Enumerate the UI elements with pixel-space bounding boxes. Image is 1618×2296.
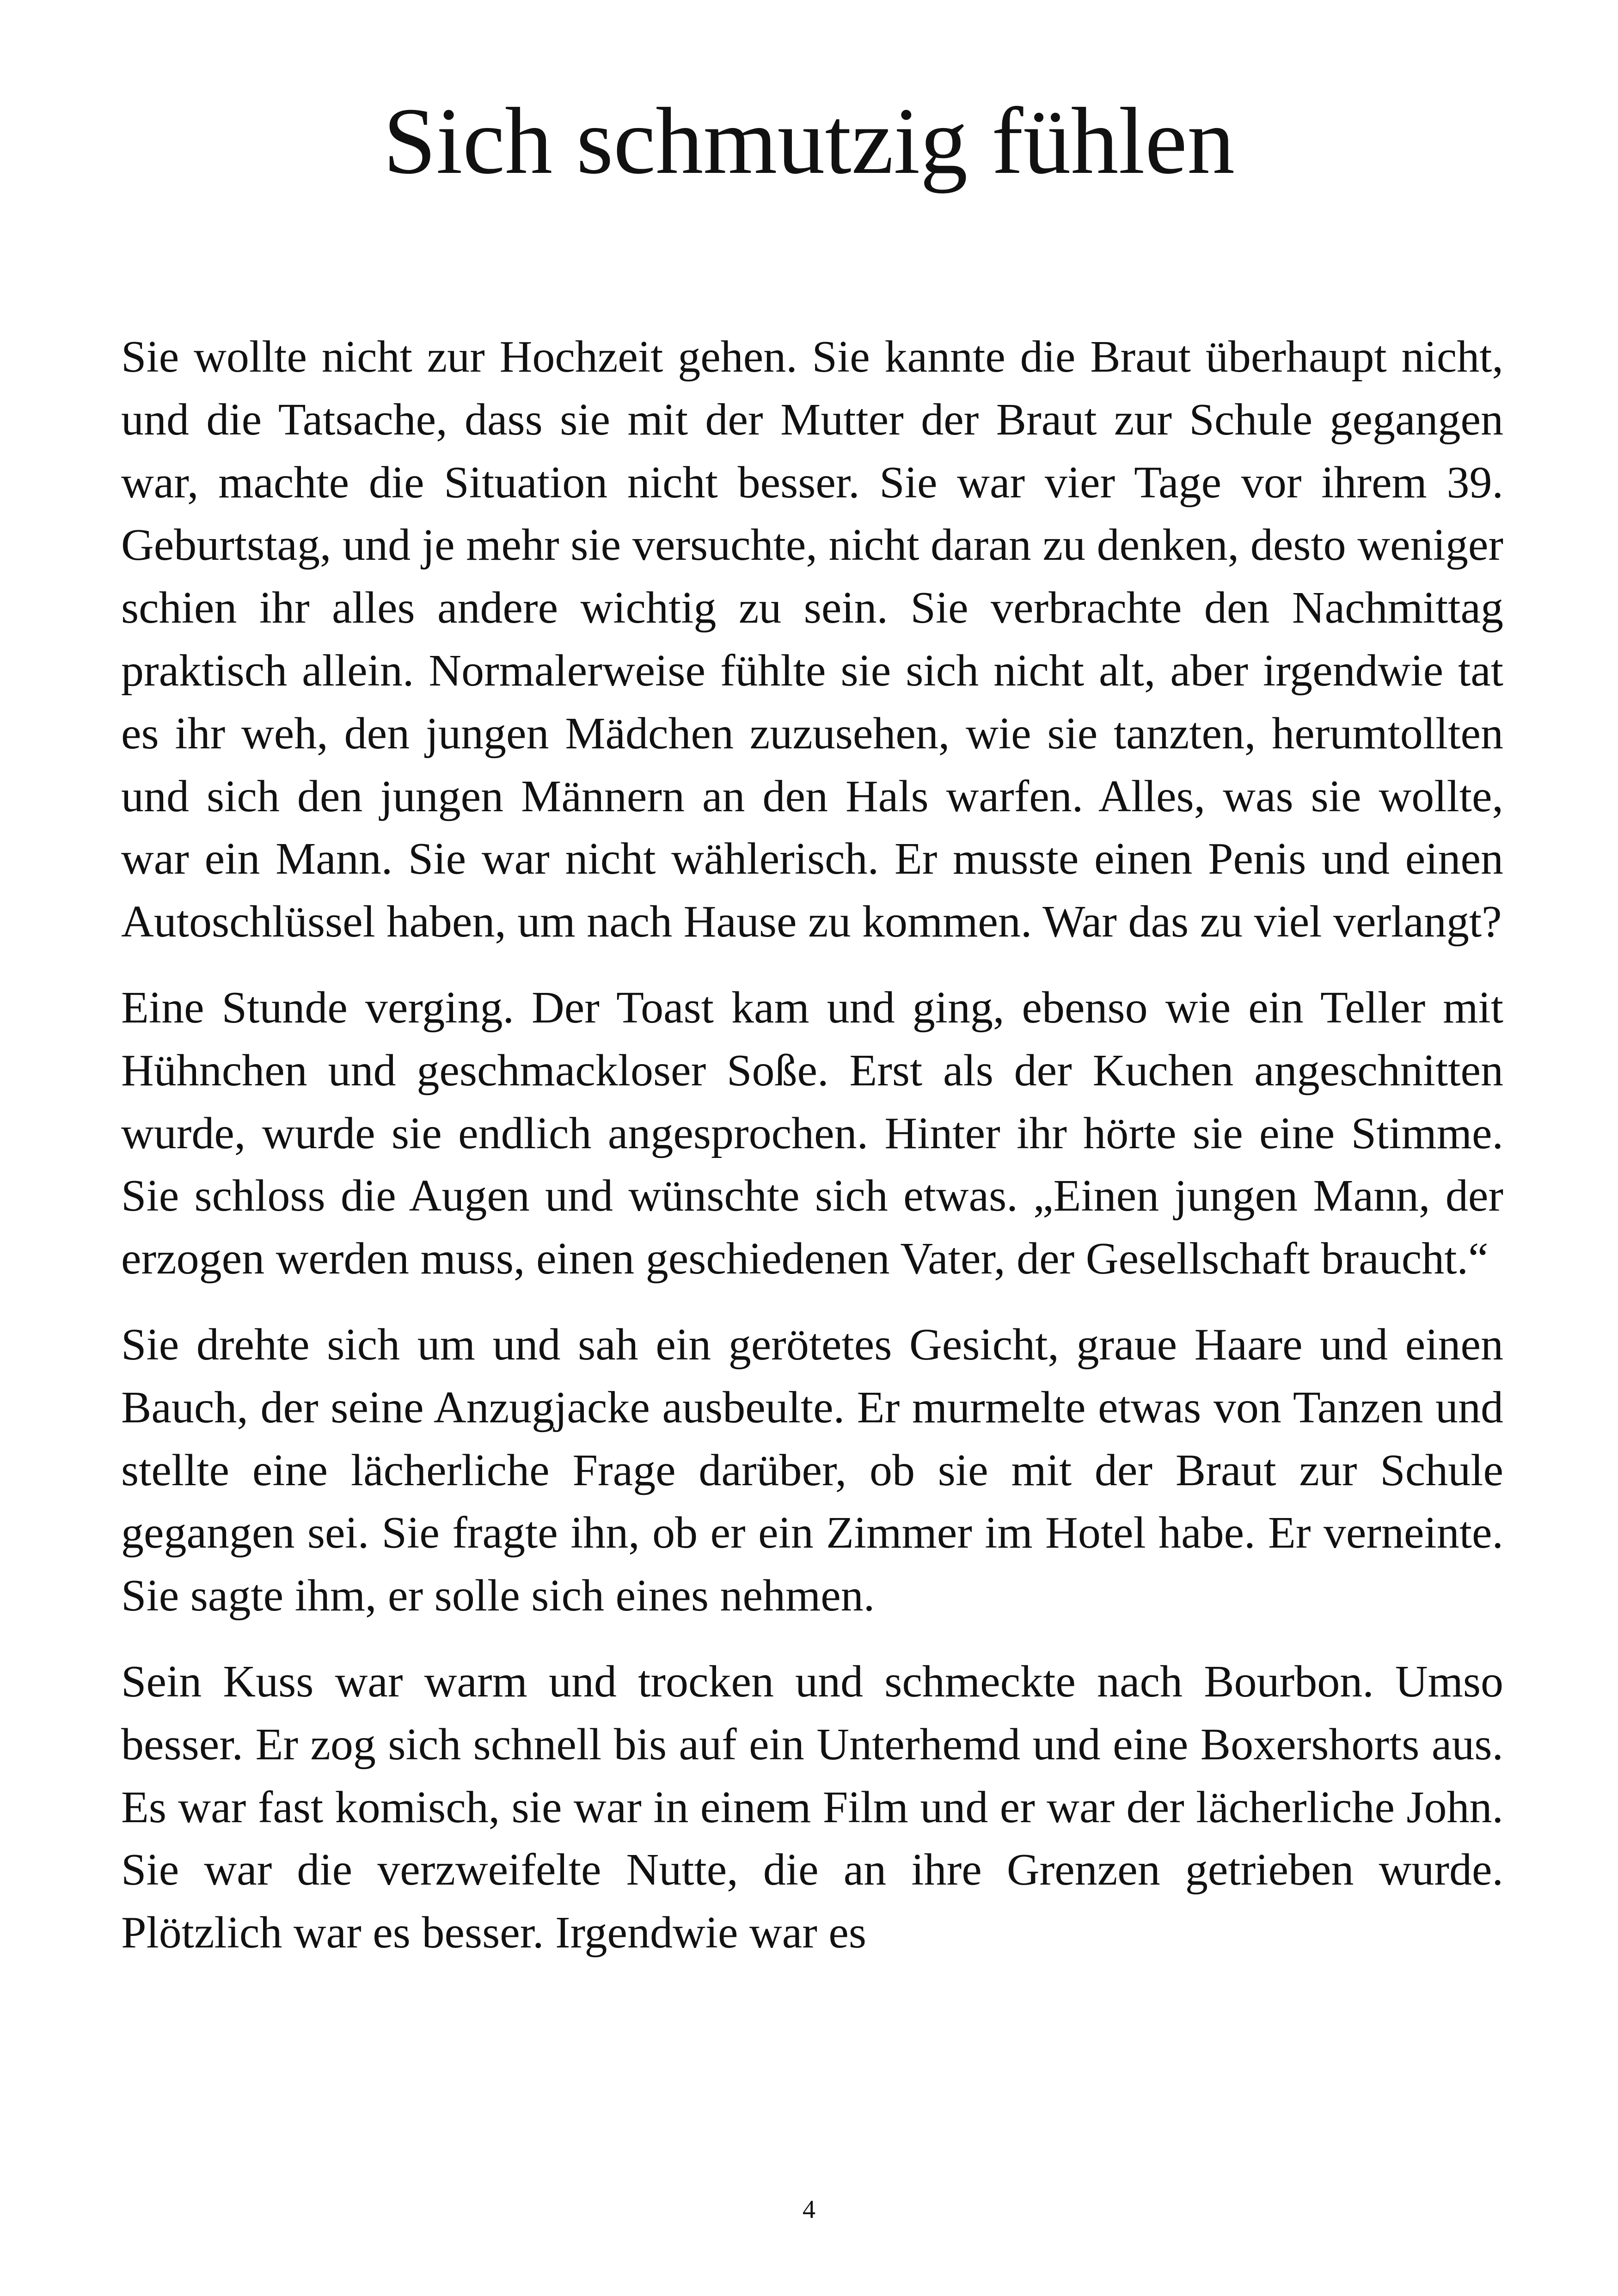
paragraph-3: Sie drehte sich um und sah ein gerötetes Gesicht, graue Haare und einen Bauch, der seine Anzugjacke ausbeulte. Er murmelte etwas von Tanzen und stellte eine lächerliche Frage darüber, ob sie mit der Braut zur Schule gegangen sei. Sie fragte ihn, ob er ein Zimmer im Hotel habe. Er verneinte. Sie sagte ihm, er solle sich eines nehmen. bbox=[121, 1319, 1503, 1621]
paragraph-2: Eine Stunde verging. Der Toast kam und ging, ebenso wie ein Teller mit Hühnchen und geschmackloser Soße. Erst als der Kuchen angeschnitten wurde, wurde sie endlich angesprochen. Hinter ihr hörte sie eine Stimme. Sie schloss die Augen und wünschte sich etwas. „Einen jungen Mann, der erzogen werden muss, einen geschiedenen Vater, der Gesellschaft braucht.“ bbox=[121, 982, 1503, 1284]
paragraph-1: Sie wollte nicht zur Hochzeit gehen. Sie kannte die Braut überhaupt nicht, und die Tatsache, dass sie mit der Mutter der Braut zur Schule gegangen war, machte die Situation nicht besser. Sie war vier Tage vor ihrem 39. Geburtstag, und je mehr sie versuchte, nicht daran zu denken, desto weniger schien ihr alles andere wichtig zu sein. Sie verbrachte den Nachmittag praktisch allein. Normalerweise fühlte sie sich nicht alt, aber irgendwie tat es ihr weh, den jungen Mädchen zuzusehen, wie sie tanzten, herumtollten und sich den jungen Männern an den Hals warfen. Alles, was sie wollte, war ein Mann. Sie war nicht wählerisch. Er musste einen Penis und einen Autoschlüssel haben, um nach Hause zu kommen. War das zu viel verlangt? bbox=[121, 332, 1503, 947]
paragraph-4: Sein Kuss war warm und trocken und schmeckte nach Bourbon. Umso besser. Er zog sich schnell bis auf ein Unterhemd und eine Boxershorts aus. Es war fast komisch, sie war in einem Film und er war der lächerliche John. Sie war die verzweifelte Nutte, die an ihre Grenzen getrieben wurde. Plötzlich war es besser. Irgendwie war es bbox=[121, 1656, 1503, 1958]
page-number: 4 bbox=[803, 2195, 815, 2224]
page-title: Sich schmutzig fühlen bbox=[383, 88, 1235, 194]
body-text bbox=[121, 326, 1503, 1988]
